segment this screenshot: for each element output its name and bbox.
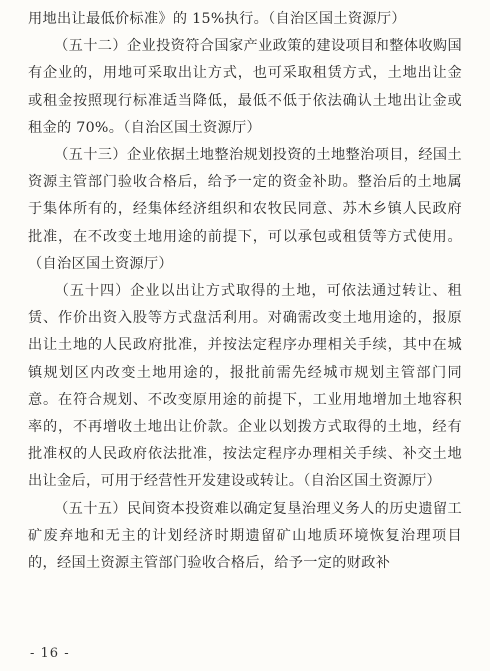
- paragraph-continuation: 用地出让最低价标准》的 15%执行。（自治区国土资源厅）: [28, 11, 406, 27]
- paragraph-clause-53: （五十三）企业依据土地整治规划投资的土地整治项目，经国土资源主管部门验收合格后，给予一定的资金补助。整治后的土地属于集体所有的，经集体经济组织和农牧民同意、苏木乡镇人民政府批准，在不改变土地用途的前提下，可以承包或租赁等方式使用。（自治区国土资源厅）: [28, 147, 462, 272]
- paragraph-clause-55: （五十五）民间资本投资难以确定复垦治理义务人的历史遗留工矿废弃地和无主的计划经济时期遗留矿山地质环境恢复治理项目的，经国土资源主管部门验收合格后，给予一定的财政补: [28, 500, 462, 572]
- paragraph-clause-54: （五十四）企业以出让方式取得的土地，可依法通过转让、租赁、作价出资入股等方式盘活利用。对确需改变土地用途的，报原出让土地的人民政府批准，并按法定程序办理相关手续，其中在城镇规划区内改变土地用途的，报批前需先经城市规划主管部门同意。在符合规划、不改变原用途的前提下，工业用地增加土地容积率的，不再增收土地出让价款。企业以划拨方式取得的土地，经有批准权的人民政府依法批准，按法定程序办理相关手续、补交土地出让金后，可用于经营性开发建设或转让。（自治区国土资源厅）: [28, 283, 462, 490]
- page-number: - 16 -: [30, 646, 70, 661]
- paragraph-clause-52: （五十二）企业投资符合国家产业政策的建设项目和整体收购国有企业的，用地可采取出让方式，也可采取租赁方式，土地出让金或租金按照现行标准适当降低，最低不低于依法确认土地出让金或租金的 70%。（自治区国土资源厅）: [28, 38, 462, 136]
